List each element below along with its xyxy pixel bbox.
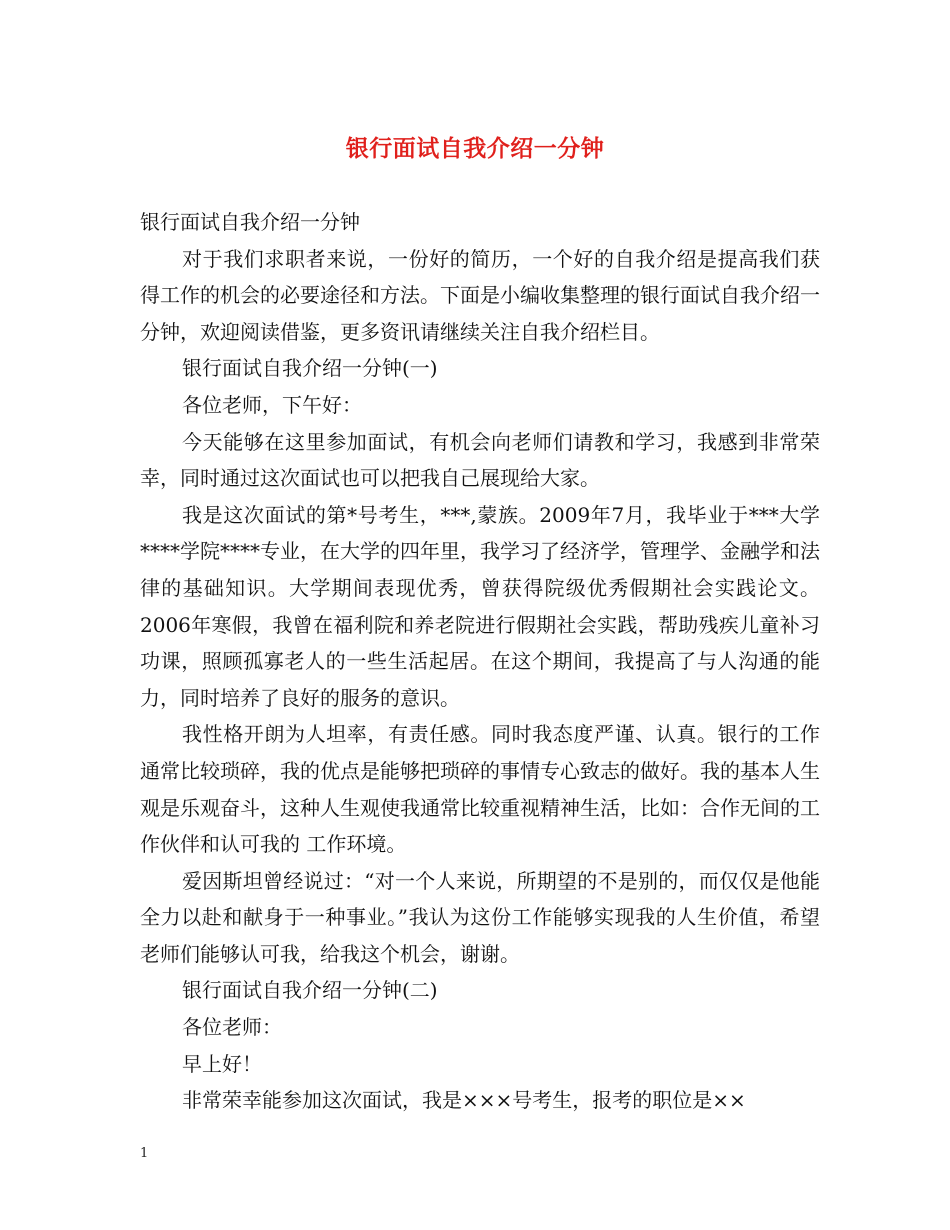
paragraph-greeting: 各位老师，下午好： xyxy=(182,392,362,417)
paragraph: 今天能够在这里参加面试，有机会向老师们请教和学习，我感到非常荣幸，同时通过这次面试也可以把我自己展现给大家。 xyxy=(140,429,820,491)
section-heading-two: 银行面试自我介绍一分钟(二) xyxy=(182,978,438,1003)
paragraph-intro: 对于我们求职者来说，一份好的简历，一个好的自我介绍是提高我们获得工作的机会的必要途径和方法。下面是小编收集整理的银行面试自我介绍一分钟，欢迎阅读借鉴，更多资讯请继续关注自我介绍栏目。 xyxy=(140,246,820,344)
page-number: 1 xyxy=(140,1146,149,1161)
section-heading-one: 银行面试自我介绍一分钟(一) xyxy=(182,356,438,381)
paragraph: 爱因斯坦曾经说过：“对一个人来说，所期望的不是别的，而仅仅是他能全力以赴和献身于一种事业。”我认为这份工作能够实现我的人生价值，希望老师们能够认可我，给我这个机会，谢谢。 xyxy=(140,868,820,966)
paragraph-greeting: 各位老师： xyxy=(182,1015,282,1040)
paragraph-heading: 银行面试自我介绍一分钟 xyxy=(140,210,360,234)
paragraph: 我性格开朗为人坦率，有责任感。同时我态度严谨、认真。银行的工作通常比较琐碎，我的优点是能够把琐碎的事情专心致志的做好。我的基本人生观是乐观奋斗，这种人生观使我通常比较重视精神生活，比如：合作无间的工作伙伴和认可我的 工作环境。 xyxy=(140,722,820,857)
paragraph: 非常荣幸能参加这次面试，我是×××号考生，报考的职位是×× xyxy=(182,1088,746,1113)
document-title: 银行面试自我介绍一分钟 xyxy=(345,135,605,162)
paragraph: 我是这次面试的第*号考生，***,蒙族。2009年7月，我毕业于***大学****学院****专业，在大学的四年里，我学习了经济学，管理学、金融学和法律的基础知识。大学期间表现优秀，曾获得院级优秀假期社会实践论文。2006年寒假，我曾在福利院和养老院进行假期社会实践，帮助残疾儿童补习功课，照顾孤寡老人的一些生活起居。在这个期间，我提高了与人沟通的能力，同时培养了良好的服务的意识。 xyxy=(140,502,820,710)
document-body xyxy=(140,204,820,1119)
paragraph-greeting: 早上好！ xyxy=(182,1051,262,1076)
